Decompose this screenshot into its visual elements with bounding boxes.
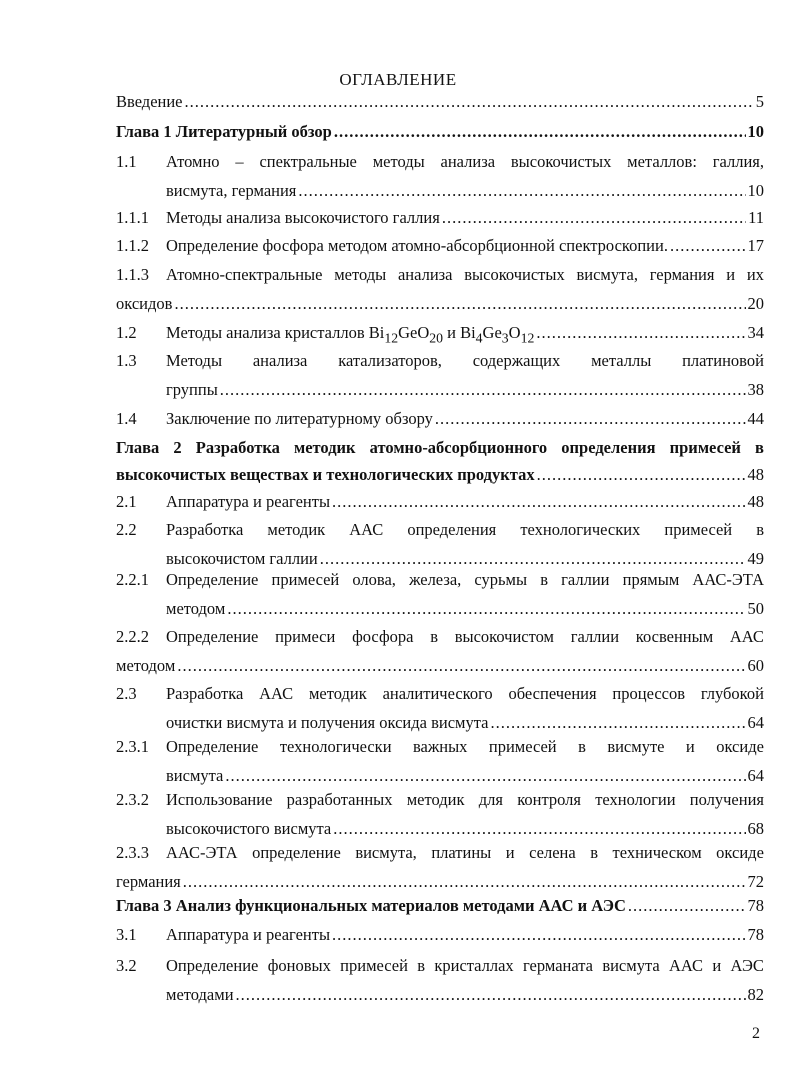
toc-entry-2-3-1[interactable] (116, 737, 764, 786)
toc-entry-number: 1.1 (116, 152, 137, 171)
toc-word: анализа (252, 351, 308, 370)
toc-entry-page: 50 (747, 599, 764, 618)
toc-entry-2-3[interactable] (116, 684, 764, 733)
toc-word: Определение (166, 737, 259, 756)
toc-word: примесей (271, 570, 340, 589)
toc-word: висмута (602, 956, 660, 975)
toc-word: высокочистых (464, 265, 565, 284)
toc-entry-page: 44 (747, 409, 764, 428)
toc-entry-page: 72 (747, 872, 764, 891)
toc-word: оксиде (716, 843, 764, 862)
toc-entry-text-line1 (166, 956, 764, 976)
toc-word: Определение (166, 956, 259, 975)
toc-entry-text-line1 (116, 438, 764, 458)
toc-word: технологических (520, 520, 641, 539)
toc-word: высокочистых (510, 152, 612, 171)
toc-entry-text-line1 (166, 520, 764, 540)
toc-entry-text: оксидов (116, 294, 173, 313)
toc-entry-text: Методы анализа высокочистого галлия (166, 208, 440, 227)
toc-word: в (755, 438, 764, 457)
toc-entry-page: 60 (747, 656, 764, 675)
toc-word: атомно-абсорбционного (369, 438, 548, 457)
toc-entry-page: 48 (747, 492, 764, 511)
toc-entry-2-1[interactable] (116, 492, 764, 512)
toc-entry-chapter-3[interactable] (116, 896, 764, 916)
toc-entry-text-line1 (166, 790, 764, 810)
toc-entry-2-2[interactable] (116, 520, 764, 569)
toc-entry-number: 2.3.3 (116, 843, 149, 862)
toc-entry-text: германия (116, 872, 181, 891)
toc-entry-text: очистки висмута и получения оксида висмута (166, 713, 489, 732)
toc-word: Использование (166, 790, 273, 809)
toc-word: анализа (397, 265, 453, 284)
toc-entry-page: 10 (747, 181, 764, 200)
toc-entry-1-1-1[interactable] (116, 208, 764, 228)
toc-word: определения (561, 438, 656, 457)
toc-entry-number: 1.1.3 (116, 265, 149, 284)
toc-word: Атомно-спектральные (166, 265, 323, 284)
toc-entry-number: 2.1 (116, 492, 137, 511)
toc-word: содержащих (472, 351, 561, 370)
toc-word: высокочистом (454, 627, 554, 646)
toc-word: сурьмы (474, 570, 528, 589)
toc-word: методик (293, 438, 356, 457)
toc-word: в (540, 570, 549, 589)
page-title: ОГЛАВЛЕНИЕ (339, 70, 457, 89)
toc-entry-page: 17 (747, 236, 764, 255)
toc-entry-text: группы (166, 380, 218, 399)
toc-word: в (756, 520, 764, 539)
toc-entry-text: Аппаратура и реагенты (166, 492, 331, 511)
toc-word: в (430, 627, 438, 646)
toc-word: Разработка (166, 684, 244, 703)
toc-entry-number: 1.3 (116, 351, 137, 370)
toc-entry-text-line1 (166, 152, 764, 172)
toc-entry-text: висмута (166, 766, 224, 785)
toc-word: платиновой (682, 351, 764, 370)
toc-entry-page: 38 (747, 380, 764, 399)
toc-entry-text: Аппаратура и реагенты (166, 925, 331, 944)
toc-word: важных (412, 737, 468, 756)
toc-word: кристаллах (434, 956, 514, 975)
toc-word: анализа (440, 152, 496, 171)
toc-entry-text-line1 (166, 737, 764, 757)
toc-entry-2-2-1[interactable] (116, 570, 764, 619)
toc-entry-introduction[interactable] (116, 92, 764, 112)
toc-word: обеспечения (508, 684, 597, 703)
toc-entry-number: 1.4 (116, 409, 137, 428)
toc-entry-3-1[interactable] (116, 925, 764, 945)
toc-entry-page: 78 (747, 896, 764, 915)
toc-word: железа, (409, 570, 462, 589)
toc-entry-1-1-3[interactable] (116, 265, 764, 314)
toc-entry-text: методом (116, 656, 176, 675)
toc-word: галлии (570, 627, 620, 646)
toc-entry-page: 20 (747, 294, 764, 313)
toc-entry-chapter-2[interactable] (116, 438, 764, 485)
toc-entry-text: Глава 1 Литературный обзор (116, 122, 332, 141)
toc-word: германия (649, 265, 715, 284)
toc-word: ААС (349, 520, 384, 539)
toc-word: Определение (166, 627, 259, 646)
toc-entry-text: высокочистом галлии (166, 549, 318, 568)
toc-word: разработанных (286, 790, 393, 809)
toc-word: висмута, (355, 843, 417, 862)
toc-word: металлов: (627, 152, 697, 171)
toc-word: прямым (622, 570, 680, 589)
toc-entry-page: 11 (748, 208, 764, 227)
toc-word: Глава (116, 438, 160, 457)
toc-word: ААС (729, 627, 764, 646)
toc-entry-text: Заключение по литературному обзору (166, 409, 433, 428)
toc-word: примесей (669, 438, 741, 457)
toc-word: висмуте (607, 737, 665, 756)
toc-entry-page: 64 (747, 766, 764, 785)
toc-word: Атомно (166, 152, 220, 171)
toc-word: примесей (488, 737, 557, 756)
toc-entry-text: методом (166, 599, 226, 618)
toc-entry-number: 1.1.2 (116, 236, 149, 255)
toc-entry-1-1-2[interactable] (116, 236, 764, 256)
toc-entry-3-2[interactable] (116, 956, 764, 1005)
toc-word: галлия, (712, 152, 764, 171)
toc-word: олова, (352, 570, 396, 589)
toc-entry-number: 3.1 (116, 925, 137, 944)
toc-word: примесей (664, 520, 733, 539)
toc-word: получения (689, 790, 764, 809)
toc-word: фосфора (352, 627, 414, 646)
toc-entry-2-2-2[interactable] (116, 627, 764, 676)
toc-entry-text: висмута, германия (166, 181, 297, 200)
toc-word: контроля (517, 790, 581, 809)
toc-word: висмута, (576, 265, 638, 284)
toc-word: металлы (591, 351, 652, 370)
toc-word: в (417, 956, 426, 975)
toc-word: и (505, 843, 515, 862)
toc-entry-text: Методы анализа кристаллов $Bi_{12}GeO_{20}$ и $Bi_4Ge_3O_{12}$ (166, 323, 535, 346)
toc-entry-number: 2.3.2 (116, 790, 149, 809)
toc-entry-page: 5 (755, 92, 764, 111)
toc-word: платины (431, 843, 492, 862)
toc-word: примесей (340, 956, 408, 975)
toc-word: для (478, 790, 503, 809)
toc-word: методы (372, 152, 425, 171)
toc-word: примеси (275, 627, 336, 646)
toc-word: Разработка (166, 520, 244, 539)
toc-entry-text-line1 (166, 843, 764, 863)
toc-word: фоновых (267, 956, 331, 975)
toc-word: косвенным (635, 627, 714, 646)
toc-word: глубокой (700, 684, 764, 703)
toc-word: катализаторов, (338, 351, 442, 370)
toc-word: определение (252, 843, 341, 862)
toc-word: в (590, 843, 598, 862)
toc-entry-number: 2.3.1 (116, 737, 149, 756)
toc-entry-1-3[interactable] (116, 351, 764, 400)
toc-entry-page: 34 (747, 323, 764, 342)
toc-word: селена (529, 843, 576, 862)
toc-entry-text: Глава 3 Анализ функциональных материалов методами ААС и АЭС (116, 896, 626, 915)
toc-word: в (578, 737, 586, 756)
toc-word: ААС (669, 956, 704, 975)
toc-word: технологически (279, 737, 392, 756)
toc-word: методы (334, 265, 387, 284)
toc-entry-number: 2.2.2 (116, 627, 149, 646)
toc-entry-page: 64 (747, 713, 764, 732)
toc-word: их (746, 265, 764, 284)
toc-entry-text: методами (166, 985, 234, 1004)
toc-entry-page: 68 (747, 819, 764, 838)
toc-entry-number: 3.2 (116, 956, 137, 975)
toc-word: Определение (166, 570, 259, 589)
toc-word: спектральные (259, 152, 357, 171)
toc-entry-number: 1.2 (116, 323, 137, 342)
toc-word: и (712, 956, 722, 975)
page-number: 2 (752, 1025, 760, 1042)
toc-entry-page: 48 (747, 465, 764, 484)
toc-word: технологии (595, 790, 676, 809)
toc-word: методик (267, 520, 326, 539)
toc-word: – (235, 152, 244, 171)
toc-entry-2-3-2[interactable] (116, 790, 764, 839)
toc-word: 2 (173, 438, 182, 457)
toc-entry-1-2[interactable] (116, 323, 764, 348)
toc-word: ААС (259, 684, 294, 703)
toc-word: ААС-ЭТА (166, 843, 238, 862)
toc-word: галлии (561, 570, 610, 589)
toc-entry-text: высокочистых веществах и технологических продуктах (116, 465, 535, 484)
toc-entry-text: Введение (116, 92, 183, 111)
toc-word: Методы (166, 351, 223, 370)
toc-word: АЭС (730, 956, 764, 975)
toc-word: определения (407, 520, 497, 539)
toc-entry-text-line1 (166, 627, 764, 647)
toc-word: германата (523, 956, 593, 975)
toc-entry-page: 49 (747, 549, 764, 568)
toc-word: ААС-ЭТА (692, 570, 764, 589)
toc-word: техническом (612, 843, 702, 862)
toc-entry-number: 2.2 (116, 520, 137, 539)
toc-entry-text: Определение фосфора методом атомно-абсорбционной спектроскопии. (166, 236, 668, 255)
toc-entry-number: 2.3 (116, 684, 137, 703)
toc-entry-text-line1 (166, 265, 764, 285)
toc-entry-number: 2.2.1 (116, 570, 149, 589)
toc-entry-chapter-1[interactable] (116, 122, 764, 142)
toc-word: процессов (612, 684, 686, 703)
toc-word: и (726, 265, 736, 284)
toc-entry-text-line1 (166, 570, 764, 590)
toc-entry-text: высокочистого висмута (166, 819, 332, 838)
toc-word: методик (308, 684, 367, 703)
toc-entry-page: 82 (747, 985, 764, 1004)
toc-word: Разработка (195, 438, 280, 457)
toc-entry-text-line1 (166, 684, 764, 704)
toc-entry-1-4[interactable] (116, 409, 764, 429)
toc-entry-page: 10 (747, 122, 764, 141)
toc-entry-1-1[interactable] (116, 152, 764, 201)
toc-entry-text-line1 (166, 351, 764, 371)
toc-entry-page: 78 (747, 925, 764, 944)
toc-word: оксиде (716, 737, 764, 756)
toc-word: и (685, 737, 695, 756)
toc-word: аналитического (382, 684, 493, 703)
toc-word: методик (406, 790, 465, 809)
toc-entry-number: 1.1.1 (116, 208, 149, 227)
toc-entry-2-3-3[interactable] (116, 843, 764, 892)
